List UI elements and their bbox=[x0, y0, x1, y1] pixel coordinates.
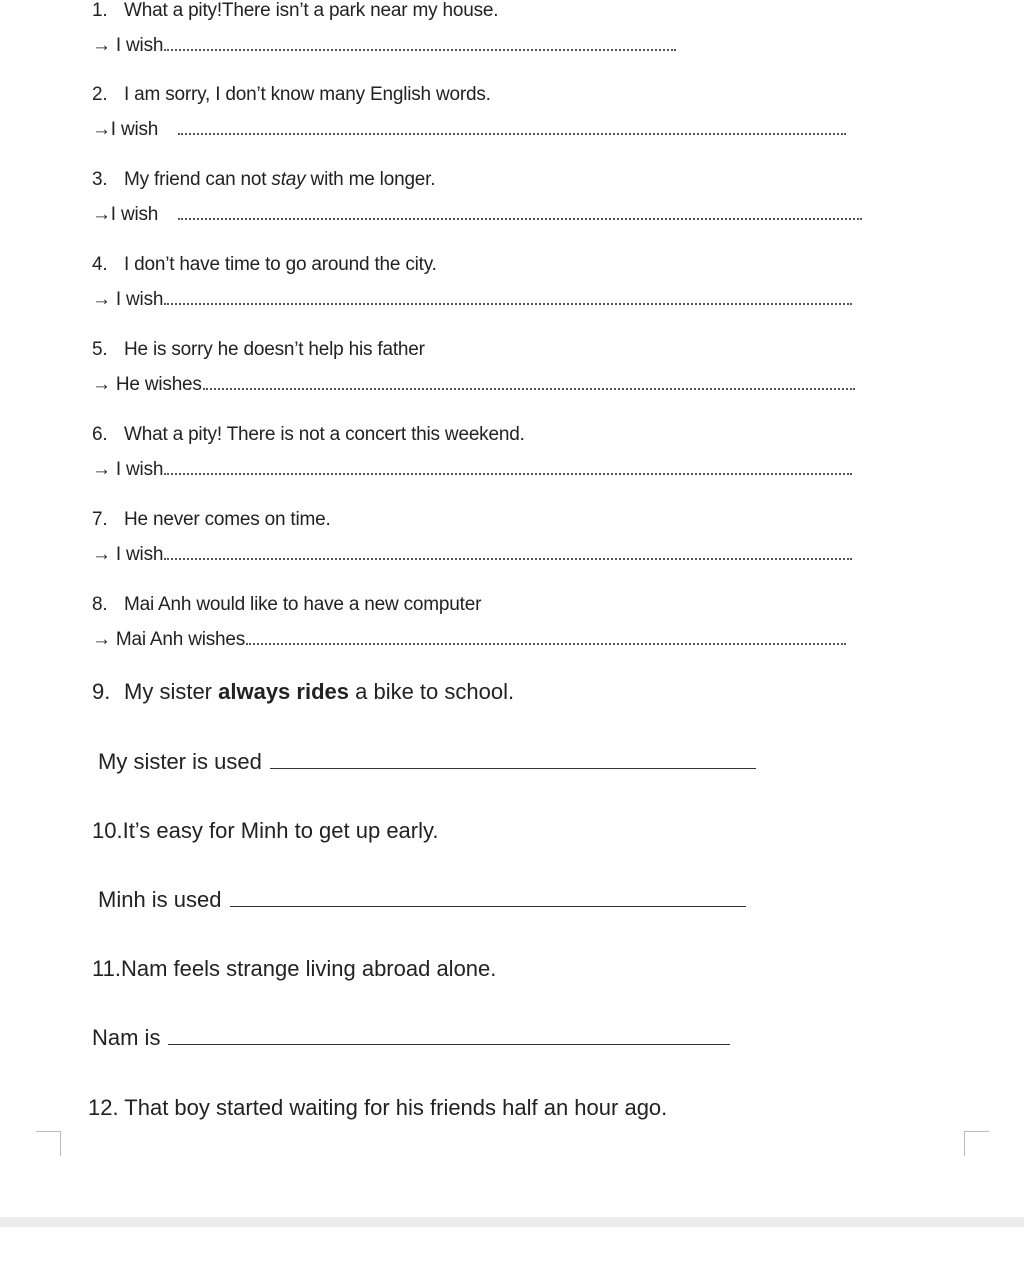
answer-line: → I wish bbox=[92, 459, 852, 481]
answer-blank[interactable] bbox=[270, 768, 756, 769]
answer-line: →I wish bbox=[92, 204, 862, 226]
question-text: 7. He never comes on time. bbox=[92, 509, 331, 530]
answer-line: → I wish bbox=[92, 35, 676, 57]
answer-blank[interactable] bbox=[164, 471, 852, 475]
answer-line: → Mai Anh wishes bbox=[92, 629, 846, 651]
answer-line: →I wish bbox=[92, 119, 846, 141]
question-text: 4. I don’t have time to go around the city. bbox=[92, 254, 437, 275]
question-text: 2. I am sorry, I don’t know many English words. bbox=[92, 84, 491, 105]
question-text: 9. My sister always rides a bike to school. bbox=[92, 679, 515, 704]
answer-blank[interactable] bbox=[246, 641, 846, 645]
question-text: 11.Nam feels strange living abroad alone. bbox=[92, 956, 497, 981]
page-margin-corner-mark bbox=[36, 1131, 61, 1156]
answer-line: → He wishes bbox=[92, 374, 855, 396]
answer-blank[interactable] bbox=[164, 556, 852, 560]
question-text: 5. He is sorry he doesn’t help his father bbox=[92, 339, 425, 360]
answer-line: → I wish bbox=[92, 289, 852, 311]
answer-line: My sister is used bbox=[98, 749, 756, 775]
question-text: 6. What a pity! There is not a concert this weekend. bbox=[92, 424, 525, 445]
question-text: 1. What a pity!There isn’t a park near my house. bbox=[92, 0, 499, 21]
page-separator bbox=[0, 1217, 1024, 1227]
answer-blank[interactable] bbox=[164, 47, 676, 51]
question-text: 3. My friend can not stay with me longer. bbox=[92, 169, 436, 190]
answer-blank[interactable] bbox=[164, 301, 852, 305]
question-text: 8. Mai Anh would like to have a new computer bbox=[92, 594, 482, 615]
answer-blank[interactable] bbox=[178, 216, 862, 220]
question-text: 10.It’s easy for Minh to get up early. bbox=[92, 818, 439, 843]
answer-blank[interactable] bbox=[203, 386, 855, 390]
answer-line: → I wish bbox=[92, 544, 852, 566]
answer-blank[interactable] bbox=[168, 1044, 730, 1045]
answer-blank[interactable] bbox=[178, 131, 846, 135]
page-margin-corner-mark bbox=[964, 1131, 989, 1156]
answer-line: Nam is bbox=[92, 1025, 730, 1051]
answer-blank[interactable] bbox=[230, 906, 746, 907]
question-text: 12. That boy started waiting for his friends half an hour ago. bbox=[88, 1095, 668, 1120]
answer-line: Minh is used bbox=[98, 887, 746, 913]
